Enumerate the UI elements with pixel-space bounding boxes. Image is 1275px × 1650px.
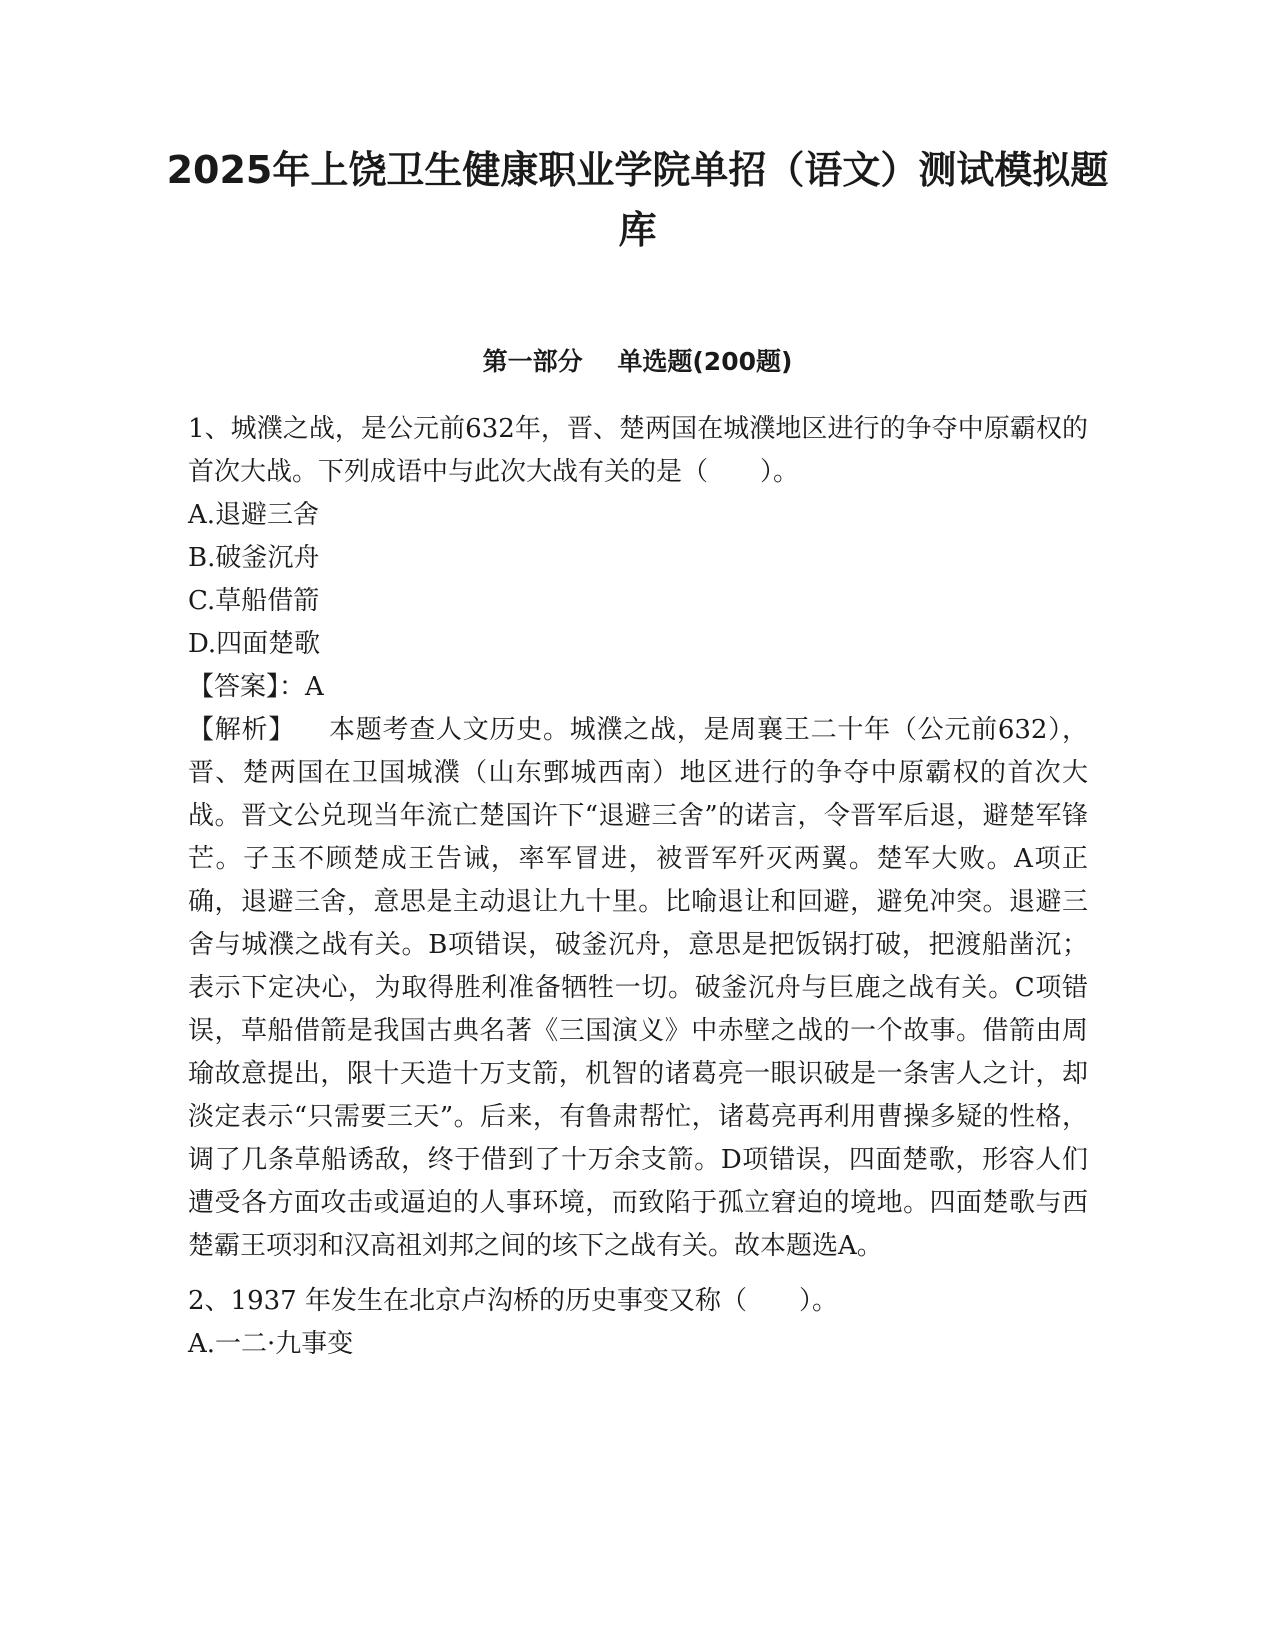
option-c: C.草船借箭 [188, 586, 320, 616]
question-stem-text: 城濮之战，是公元前632年，晋、楚两国在城濮地区进行的争夺中原霸权的首次大战。下列成语中与此次大战有关的是（ ）。 [188, 414, 1088, 487]
option-a: A.退避三舍 [188, 500, 320, 530]
question-stem [188, 1280, 1088, 1323]
explanation [188, 709, 1088, 1268]
explanation-text: 本题考查人文历史。城濮之战，是周襄王二十年（公元前632），晋、楚两国在卫国城濮（山东鄄城西南）地区进行的争夺中原霸权的首次大战。晋文公兑现当年流亡楚国许下“退避三舍”的诺言，令晋军后退，避楚军锋芒。子玉不顾楚成王告诫，率军冒进，被晋军歼灭两翼。楚军大败。A项正确，退避三舍，意思是主动退让九十里。比喻退让和回避，避免冲突。退避三舍与城濮之战有关。B项错误，破釜沉舟，意思是把饭锅打破，把渡船凿沉；表示下定决心，为取得胜利准备牺牲一切。破釜沉舟与巨鹿之战有关。C项错误，草船借箭是我国古典名著《三国演义》中赤壁之战的一个故事。借箭由周瑜故意提出，限十天造十万支箭，机智的诸葛亮一眼识破是一条害人之计，却淡定表示“只需要三天”。后来，有鲁肃帮忙，诸葛亮再利用曹操多疑的性格，调了几条草船诱敌，终于借到了十万余支箭。D项错误，四面楚歌，形容人们遭受各方面攻击或逼迫的人事环境，而致陷于孤立窘迫的境地。四面楚歌与西楚霸王项羽和汉高祖刘邦之间的垓下之战有关。故本题选A。 [188, 715, 1088, 1261]
section-heading: 第一部分 单选题(200题) [482, 347, 793, 376]
question-1 [188, 408, 1088, 1268]
question-2 [188, 1280, 1088, 1366]
explanation-label: 【解析】 [188, 715, 296, 745]
option-b: B.破釜沉舟 [188, 543, 320, 573]
document-body [188, 408, 1088, 1366]
answer-line [188, 666, 1088, 709]
option-a: A.一二·九事变 [188, 1329, 354, 1359]
answer-label: 【答案】： [188, 672, 306, 702]
option-list [188, 1323, 1088, 1366]
answer-value: A [305, 672, 324, 702]
question-number: 1、 [188, 414, 231, 444]
option-d: D.四面楚歌 [188, 629, 321, 659]
question-stem-text: 1937 年发生在北京卢沟桥的历史事变又称（ ）。 [230, 1286, 838, 1316]
document-title: 2025年上饶卫生健康职业学院单招（语文）测试模拟题库 [166, 148, 1109, 252]
question-stem [188, 408, 1088, 494]
option-list [188, 494, 1088, 666]
question-number: 2、 [188, 1286, 231, 1316]
